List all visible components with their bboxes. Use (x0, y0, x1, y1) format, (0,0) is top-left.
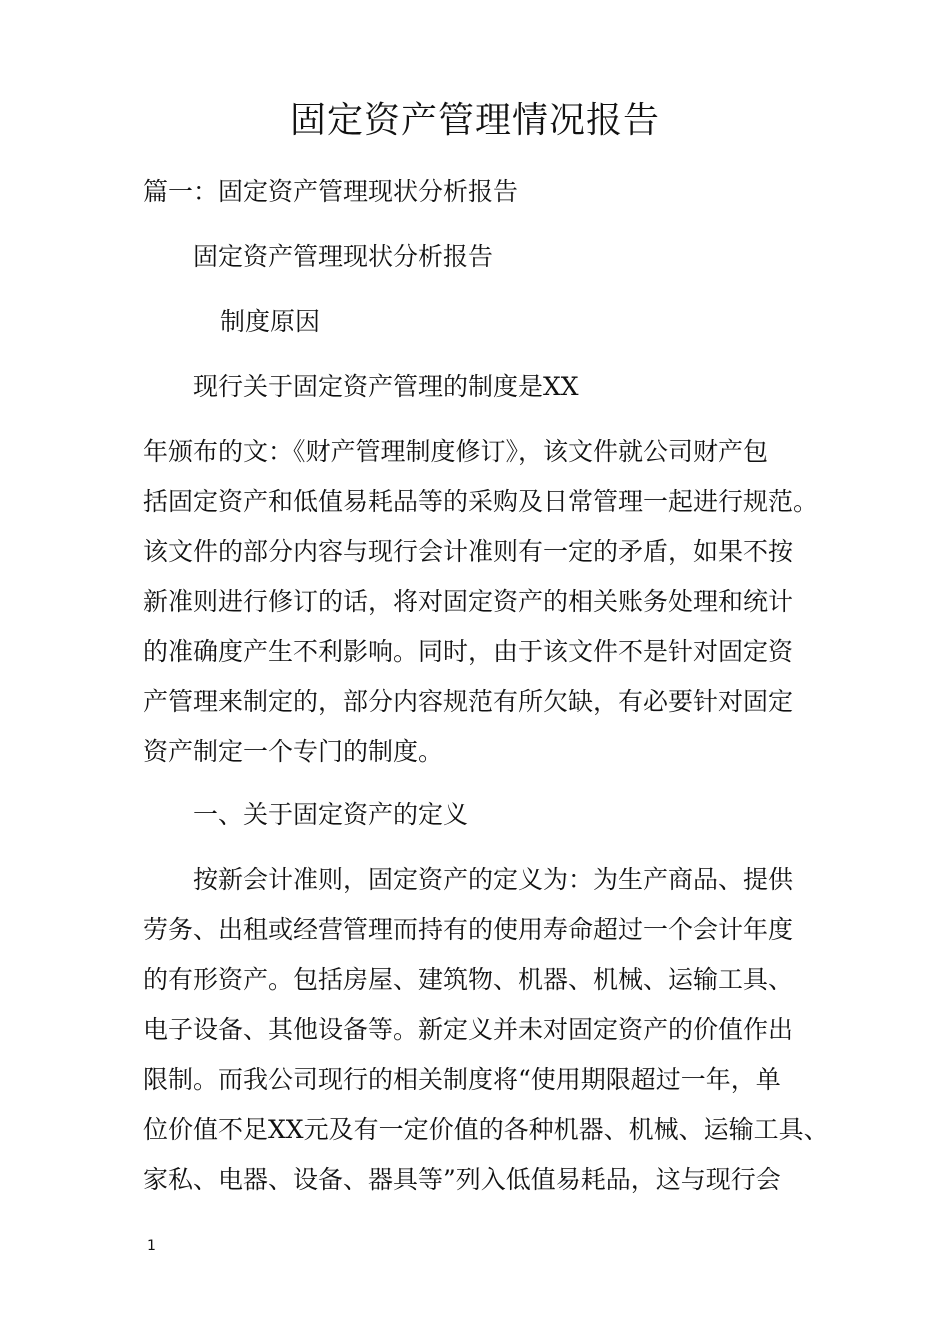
paragraph1-line-6: 的准确度产生不利影响。同时，由于该文件不是针对固定资 (143, 637, 794, 666)
paragraph2-line-1: 按新会计准则，固定资产的定义为：为生产商品、提供 (193, 865, 794, 894)
page-number: 1 (147, 1238, 156, 1254)
subheading: 固定资产管理现状分析报告 (193, 242, 494, 271)
paragraph1-line-3: 括固定资产和低值易耗品等的采购及日常管理一起进行规范。 (143, 487, 819, 516)
paragraph2-line-7: 家私、电器、设备、器具等”列入低值易耗品，这与现行会 (143, 1165, 781, 1194)
paragraph2-line-3: 的有形资产。包括房屋、建筑物、机器、机械、运输工具、 (143, 965, 794, 994)
cause-heading: 制度原因 (220, 307, 321, 336)
section-heading: 篇一：固定资产管理现状分析报告 (143, 177, 519, 206)
document-title: 固定资产管理情况报告 (289, 100, 660, 141)
paragraph2-line-6: 位价值不足XX元及有一定价值的各种机器、机械、运输工具、 (143, 1115, 829, 1144)
paragraph1-line-2: 年颁布的文：《财产管理制度修订》，该文件就公司财产包 (143, 437, 769, 466)
paragraph1-line-7: 产管理来制定的，部分内容规范有所欠缺，有必要针对固定 (143, 687, 794, 716)
paragraph2-line-2: 劳务、出租或经营管理而持有的使用寿命超过一个会计年度 (143, 915, 794, 944)
paragraph1-line-8: 资产制定一个专门的制度。 (143, 737, 444, 766)
paragraph1-line-5: 新准则进行修订的话，将对固定资产的相关账务处理和统计 (143, 587, 794, 616)
paragraph1-line-4: 该文件的部分内容与现行会计准则有一定的矛盾，如果不按 (143, 537, 794, 566)
paragraph2-line-4: 电子设备、其他设备等。新定义并未对固定资产的价值作出 (143, 1015, 794, 1044)
paragraph1-line-1: 现行关于固定资产管理的制度是XX (193, 372, 579, 401)
definition-heading: 一、关于固定资产的定义 (193, 800, 469, 829)
paragraph2-line-5: 限制。而我公司现行的相关制度将“使用期限超过一年，单 (143, 1065, 781, 1094)
